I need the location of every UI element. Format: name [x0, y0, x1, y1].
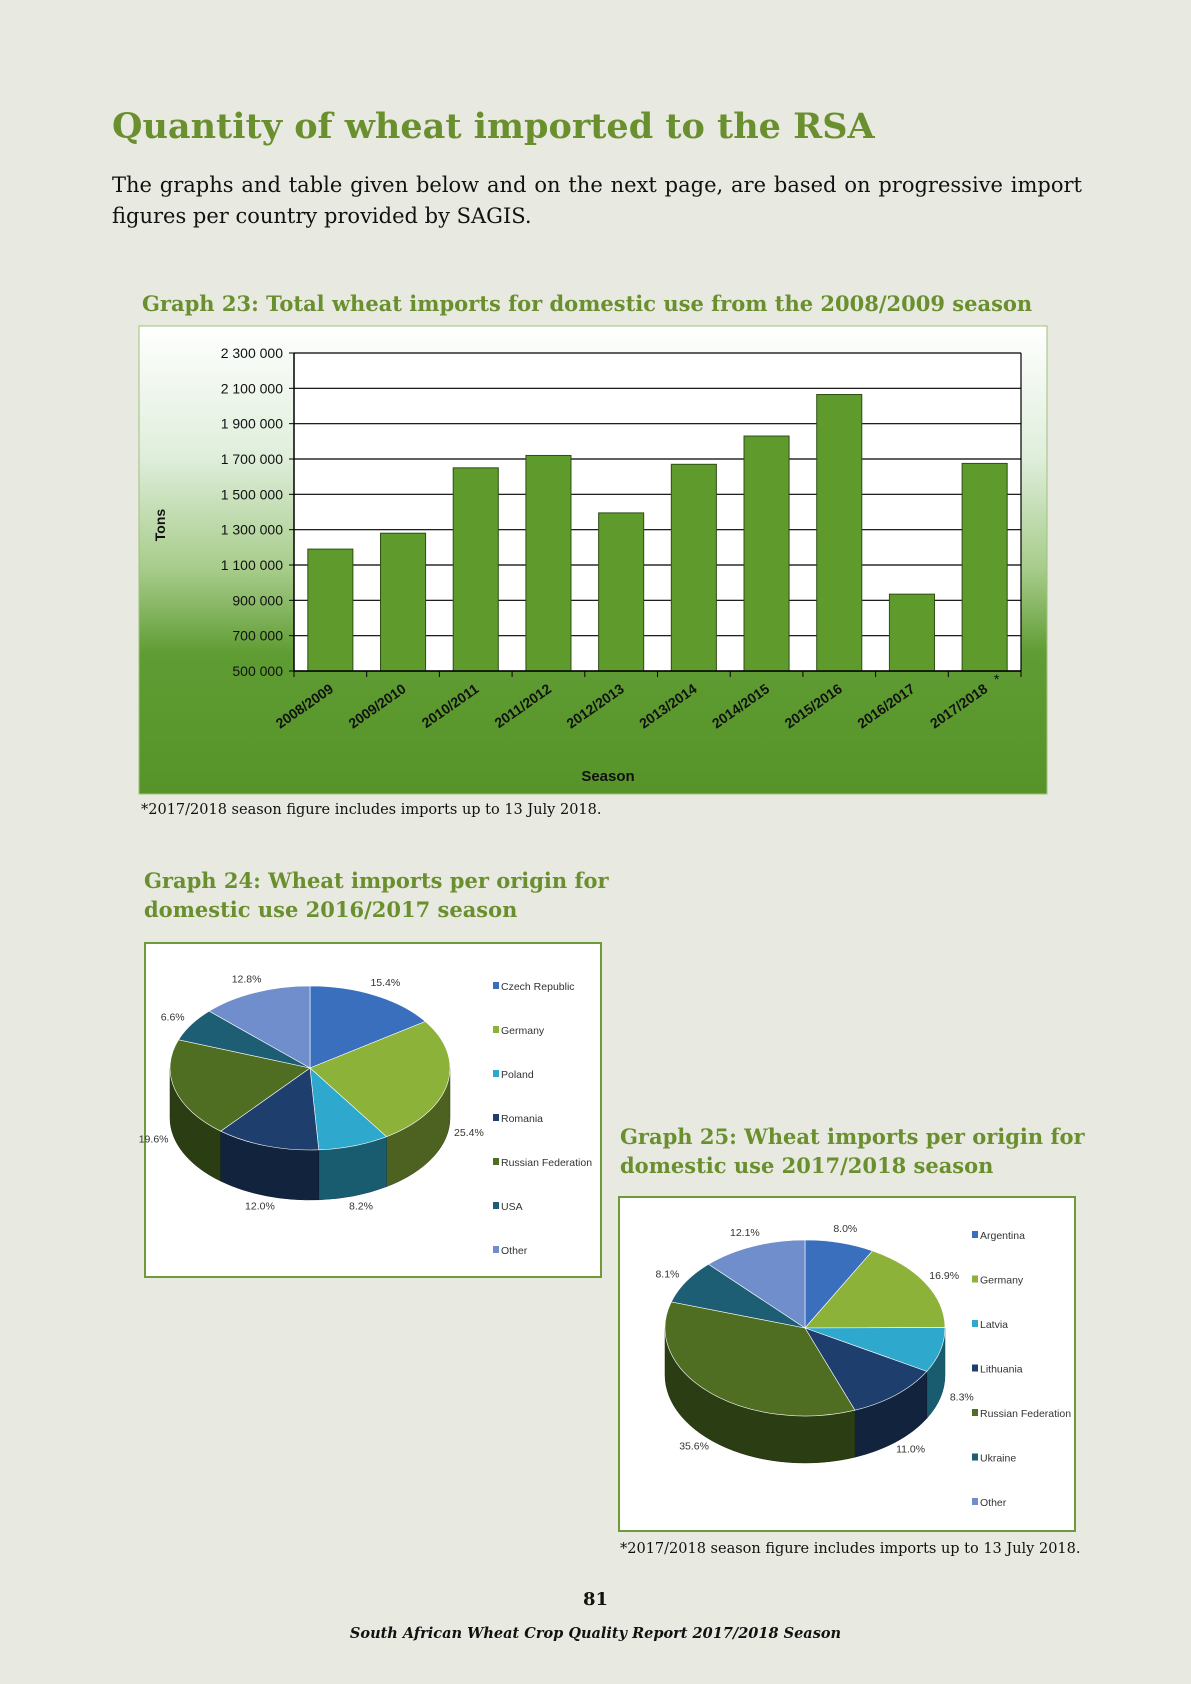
graph24-legend-swatch — [493, 982, 499, 989]
graph24-legend-swatch — [493, 1158, 499, 1165]
graph24-legend-swatch — [493, 1246, 499, 1253]
graph24-legend-swatch — [493, 1026, 499, 1033]
graph24-legend-label: Poland — [501, 1069, 534, 1081]
graph25-legend-label: Latvia — [980, 1319, 1009, 1331]
graph23-bar — [671, 464, 716, 671]
graph23-xtick-label: 2013/2014 — [636, 680, 700, 732]
graph23-xtick-label: 2010/2011 — [418, 680, 482, 731]
graph23-xtick-label: 2014/2015 — [708, 680, 773, 732]
graph23-bar-chart — [139, 326, 1047, 794]
graph23-bar — [381, 533, 426, 671]
page-number: 81 — [582, 1589, 609, 1610]
graph24-legend-label: Russian Federation — [501, 1157, 593, 1169]
graph23-bar — [453, 468, 498, 671]
graph24-title — [144, 866, 609, 924]
graph25-note: *2017/2018 season figure includes imports up to 13 July 2018. — [620, 1541, 1081, 1557]
graph25-data-label: 8.0% — [833, 1222, 858, 1235]
graph23-ytick-label: 1 100 000 — [220, 557, 283, 573]
graph23-bar — [526, 455, 571, 671]
graph24-data-label: 6.6% — [160, 1011, 185, 1024]
graph25-title-line2: domestic use 2017/2018 season — [620, 1153, 994, 1178]
graph25-legend-label: Argentina — [980, 1230, 1025, 1242]
graph24-legend-label: Other — [501, 1245, 528, 1257]
graph25-title — [620, 1122, 1085, 1180]
graph24-data-label: 8.2% — [349, 1200, 373, 1213]
intro-paragraph: The graphs and table given below and on the next page, are based on progressive import figures per country provided by SAGIS. — [112, 173, 1082, 228]
graph23-ylabel: Tons — [152, 508, 168, 542]
page-footer: South African Wheat Crop Quality Report 2017/2018 Season — [349, 1625, 842, 1642]
graph25-legend-swatch — [972, 1231, 978, 1238]
graph24-legend-label: USA — [501, 1201, 523, 1213]
graph24-legend-swatch — [493, 1202, 499, 1209]
graph23-xtick-label: 2008/2009 — [272, 680, 337, 732]
graph23-ytick-label: 2 100 000 — [220, 380, 283, 397]
graph25-legend-swatch — [972, 1320, 978, 1327]
graph25-data-label: 16.9% — [929, 1270, 960, 1283]
graph23-bar — [962, 463, 1007, 671]
graph23-bar — [308, 549, 353, 671]
graph25-legend-swatch — [972, 1498, 978, 1505]
graph24-data-label: 12.0% — [245, 1200, 275, 1213]
graph23-bar — [889, 594, 934, 671]
graph23-ytick-label: 1 300 000 — [220, 521, 283, 538]
graph25-legend-swatch — [972, 1365, 978, 1372]
graph25-legend-label: Lithuania — [980, 1363, 1023, 1376]
graph23-bar — [744, 436, 789, 671]
graph24-legend-label: Germany — [501, 1025, 545, 1037]
graph24-pie-chart — [138, 944, 600, 1276]
graph24-slices — [170, 986, 450, 1150]
graph23-asterisk: * — [993, 671, 1000, 687]
graph25-data-label: 8.3% — [949, 1391, 974, 1404]
graph25-legend-swatch — [972, 1454, 978, 1461]
graph24-data-label: 19.6% — [138, 1133, 169, 1146]
graph25-legend-label: Germany — [980, 1274, 1024, 1287]
graph23-ytick-label: 700 000 — [232, 627, 283, 644]
graph23-title: Graph 23: Total wheat imports for domestic use from the 2008/2009 season — [142, 291, 1033, 316]
graph25-pie-chart — [620, 1198, 1074, 1530]
graph25-slices — [665, 1240, 945, 1416]
graph23-ytick-label: 2 300 000 — [220, 345, 283, 361]
graph23-ytick-label: 500 000 — [232, 663, 283, 679]
graph25-legend-swatch — [972, 1276, 978, 1283]
graph24-panel — [138, 942, 602, 1278]
graph23-xtick-label: 2017/2018 — [926, 680, 991, 732]
graph25-legend-label: Russian Federation — [980, 1408, 1072, 1420]
graph25-legend-swatch — [972, 1409, 978, 1416]
graph25-title-line1: Graph 25: Wheat imports per origin for — [620, 1124, 1085, 1149]
graph23-panel — [139, 326, 1047, 794]
graph24-legend — [493, 981, 592, 1257]
graph24-legend-label: Czech Republic — [501, 981, 575, 993]
graph24-data-label: 12.8% — [231, 973, 262, 986]
graph24-title-line1: Graph 24: Wheat imports per origin for — [144, 868, 609, 893]
graph24-data-label: 25.4% — [454, 1126, 484, 1139]
graph25-data-label: 35.6% — [679, 1440, 709, 1453]
graph23-xlabel: Season — [581, 768, 635, 785]
graph25-data-label: 12.1% — [730, 1226, 760, 1239]
graph24-legend-label: Romania — [501, 1113, 544, 1125]
graph23-xtick-label: 2015/2016 — [781, 680, 845, 732]
graph23-ytick-label: 1 900 000 — [220, 415, 283, 432]
graph23-xtick-label: 2009/2010 — [345, 680, 409, 732]
graph23-xtick-label: 2011/2012 — [491, 680, 555, 731]
graph23-ytick-label: 1 500 000 — [220, 486, 283, 503]
graph23-note: *2017/2018 season figure includes imports up to 13 July 2018. — [141, 802, 602, 818]
graph24-title-line2: domestic use 2016/2017 season — [144, 897, 518, 922]
graph23-bar — [817, 395, 862, 671]
graph24-data-label: 15.4% — [370, 976, 401, 989]
graph25-panel — [618, 1196, 1076, 1532]
page-title: Quantity of wheat imported to the RSA — [112, 106, 875, 147]
graph23-ytick-label: 900 000 — [232, 592, 283, 609]
graph25-data-label: 8.1% — [655, 1268, 680, 1281]
graph25-legend-label: Other — [980, 1497, 1007, 1509]
graph23-xtick-label: 2012/2013 — [563, 680, 627, 732]
graph25-legend — [972, 1230, 1071, 1509]
graph25-legend-label: Ukraine — [980, 1452, 1017, 1465]
graph23-bar — [599, 513, 644, 671]
graph23-ytick-label: 1 700 000 — [220, 451, 283, 467]
graph25-data-label: 11.0% — [896, 1443, 926, 1456]
graph24-legend-swatch — [493, 1114, 499, 1121]
graph24-legend-swatch — [493, 1070, 499, 1077]
graph23-xtick-label: 2016/2017 — [854, 680, 918, 732]
